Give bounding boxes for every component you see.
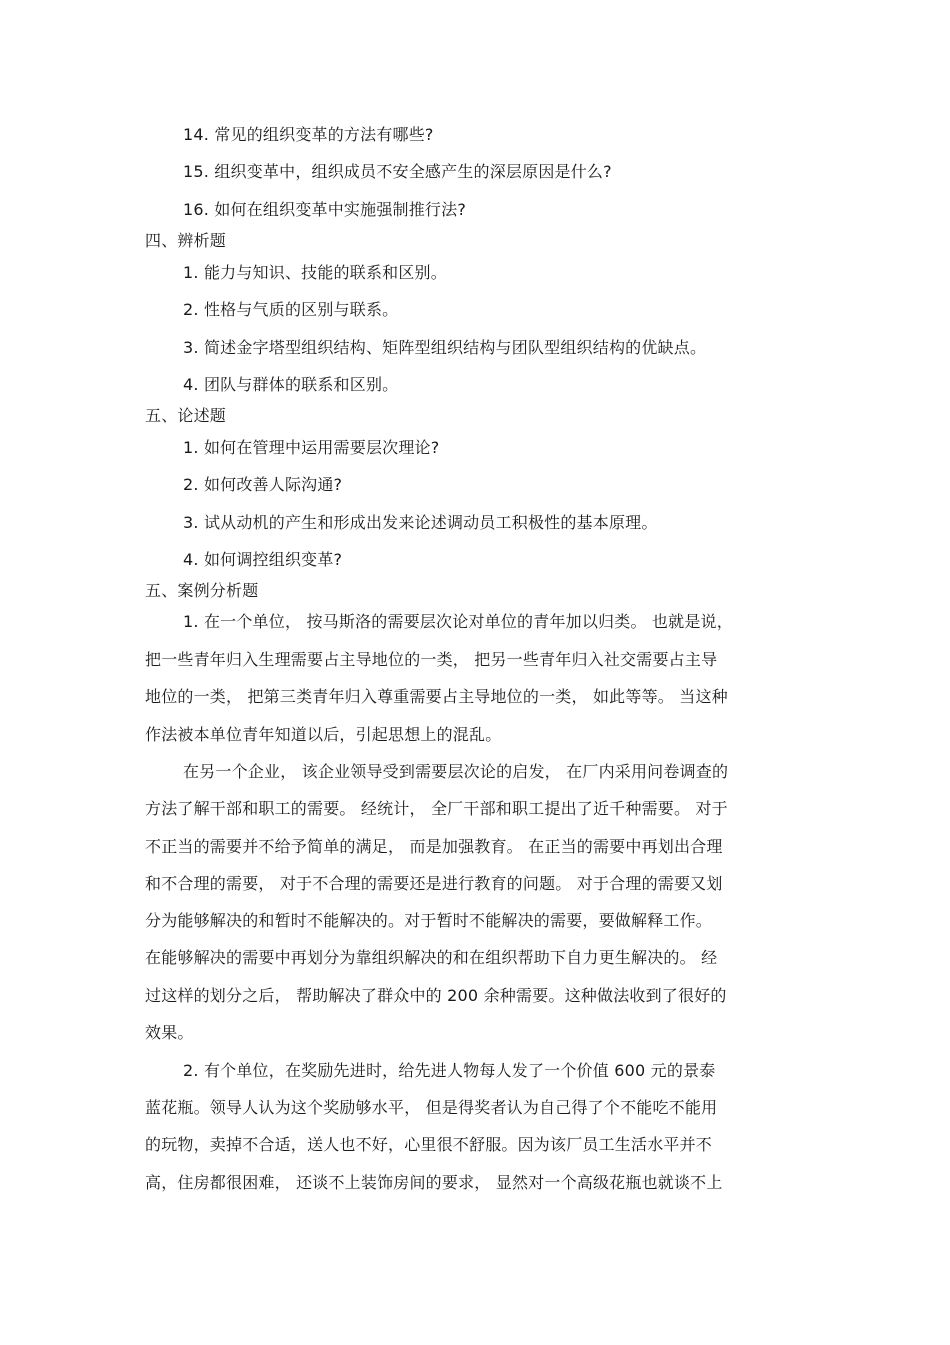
- essay-question-3: 3. 试从动机的产生和形成出发来论述调动员工积极性的基本原理。: [183, 513, 658, 532]
- case1-line-4: 作法被本单位青年知道以后，引起思想上的混乱。: [145, 725, 502, 744]
- case1-para2-line-7: 过这样的划分之后， 帮助解决了群众中的 200 余种需要。这种做法收到了很好的: [145, 986, 727, 1005]
- question-14: 14. 常见的组织变革的方法有哪些?: [183, 125, 434, 144]
- question-16: 16. 如何在组织变革中实施强制推行法?: [183, 200, 467, 219]
- case1-para2-line-2: 方法了解干部和职工的需要。 经统计， 全厂干部和职工提出了近千种需要。 对于: [145, 799, 728, 818]
- case1-para2-line-8: 效果。: [145, 1023, 194, 1042]
- essay-question-4: 4. 如何调控组织变革?: [183, 550, 343, 569]
- analysis-question-1: 1. 能力与知识、技能的联系和区别。: [183, 263, 447, 282]
- case1-line-1: 1. 在一个单位， 按马斯洛的需要层次论对单位的青年加以归类。 也就是说，: [183, 612, 733, 631]
- case1-para2-line-1: 在另一个企业， 该企业领导受到需要层次论的启发， 在厂内采用问卷调查的: [183, 762, 729, 781]
- case2-line-4: 高，住房都很困难， 还谈不上装饰房间的要求， 显然对一个高级花瓶也就谈不上: [145, 1173, 723, 1192]
- case1-para2-line-6: 在能够解决的需要中再划分为靠组织解决的和在组织帮助下自力更生解决的。 经: [145, 948, 718, 967]
- case-analysis-heading: 五、案例分析题: [145, 581, 259, 600]
- case1-line-2: 把一些青年归入生理需要占主导地位的一类， 把另一些青年归入社交需要占主导: [145, 650, 718, 669]
- analysis-question-3: 3. 简述金字塔型组织结构、矩阵型组织结构与团队型组织结构的优缺点。: [183, 338, 707, 357]
- case1-para2-line-4: 和不合理的需要， 对于不合理的需要还是进行教育的问题。 对于合理的需要又划: [145, 874, 723, 893]
- case1-para2-line-3: 不正当的需要并不给予简单的满足， 而是加强教育。 在正当的需要中再划出合理: [145, 837, 723, 856]
- case2-line-1: 2. 有个单位，在奖励先进时，给先进人物每人发了一个价值 600 元的景泰: [183, 1061, 716, 1080]
- case2-line-2: 蓝花瓶。领导人认为这个奖励够水平， 但是得奖者认为自己得了个不能吃不能用: [145, 1098, 718, 1117]
- case2-line-3: 的玩物，卖掉不合适，送人也不好，心里很不舒服。因为该厂员工生活水平并不: [145, 1135, 713, 1154]
- essay-question-1: 1. 如何在管理中运用需要层次理论?: [183, 438, 440, 457]
- section-five-heading: 五、论述题: [145, 406, 227, 425]
- analysis-question-2: 2. 性格与气质的区别与联系。: [183, 300, 399, 319]
- essay-question-2: 2. 如何改善人际沟通?: [183, 475, 343, 494]
- case1-line-3: 地位的一类， 把第三类青年归入尊重需要占主导地位的一类， 如此等等。 当这种: [145, 687, 728, 706]
- question-15: 15. 组织变革中，组织成员不安全感产生的深层原因是什么?: [183, 162, 612, 181]
- section-four-heading: 四、辨析题: [145, 231, 227, 250]
- case1-para2-line-5: 分为能够解决的和暂时不能解决的。对于暂时不能解决的需要，要做解释工作。: [145, 911, 713, 930]
- analysis-question-4: 4. 团队与群体的联系和区别。: [183, 375, 399, 394]
